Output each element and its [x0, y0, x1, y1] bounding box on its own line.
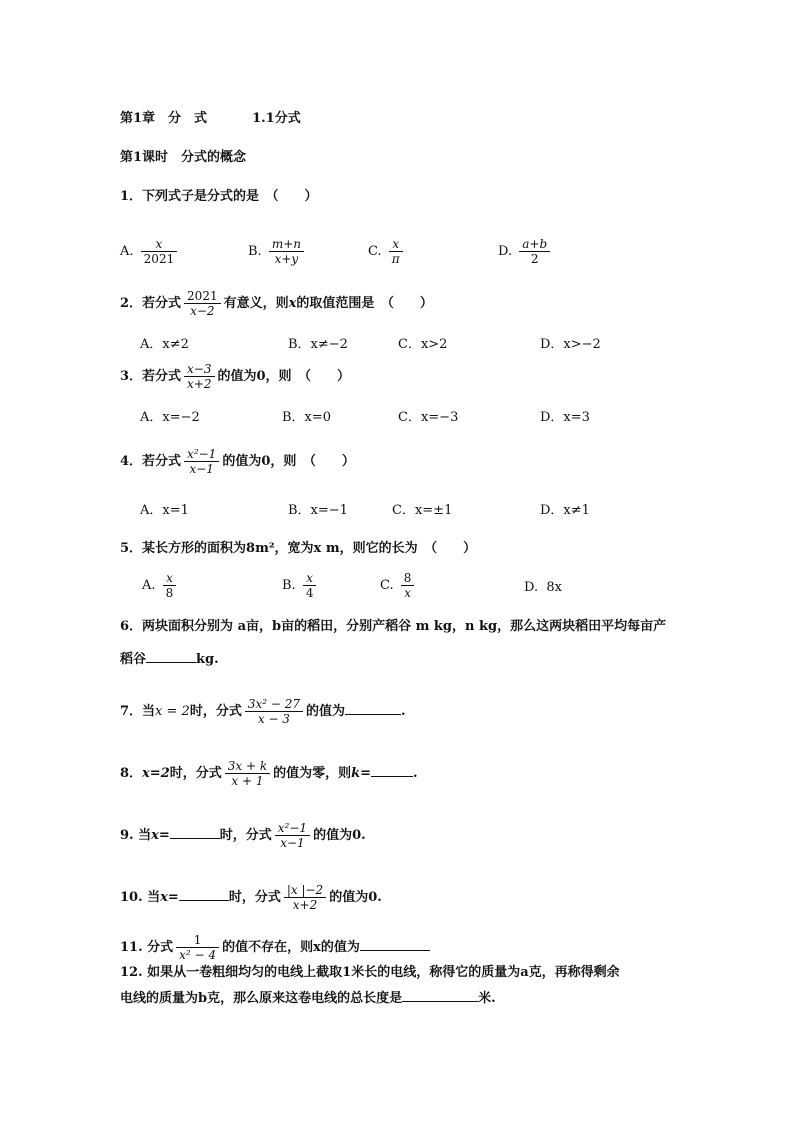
fraction: $\frac{1}{\text{x² − 4}}$	[176, 934, 219, 961]
answer-blank[interactable]	[360, 939, 430, 951]
fraction: $\frac{x}{2021}$	[141, 238, 178, 265]
fraction: $\frac{\text{x²−1}}{x-1}$	[275, 822, 310, 849]
question-12-line-2: 电线的质量为b克，那么原来这卷电线的总长度是 米.	[120, 991, 496, 1006]
lesson-title: 第1课时 分式的概念	[120, 150, 247, 165]
answer-blank[interactable]	[371, 765, 413, 777]
q4-option-d: D．x≠1	[540, 503, 590, 518]
q3-option-b: B．x=0	[282, 410, 332, 425]
chapter-title	[120, 112, 301, 125]
question-6-line-2: 稻谷 kg.	[120, 652, 219, 667]
answer-blank[interactable]	[146, 651, 196, 663]
question-1-stem: 1．下列式子是分式的是 （ ）	[120, 189, 318, 204]
q5-option-b: B. $\frac{x}{4}$	[282, 572, 319, 599]
q2-option-b: B．x≠−2	[288, 337, 348, 352]
question-7: 7．当x = 2时，分式 $\frac{\text{3x² − 27}}{x - 3}$ 的值为 .	[120, 697, 406, 726]
fraction: $\frac{x-3}{x+2}$	[184, 363, 214, 390]
q1-option-b: B. $\frac{m+n}{x+y}$	[248, 238, 307, 265]
fraction: $\frac{x}{4}$	[303, 572, 317, 599]
fraction: $\frac{3x + k}{x + 1}$	[225, 760, 270, 787]
answer-blank[interactable]	[345, 703, 401, 715]
q3-option-a: A．x=−2	[140, 410, 200, 425]
question-9: 9. 当x= 时，分式 $\frac{\text{x²−1}}{x-1}$ 的值为0.	[120, 821, 366, 850]
fraction: $\frac{a+b}{2}$	[519, 238, 550, 265]
fraction: $\frac{x}{8}$	[163, 572, 177, 599]
section-label: 1.1分式	[252, 111, 301, 126]
answer-blank[interactable]	[402, 990, 478, 1002]
question-10: 10. 当x= 时，分式 $\frac{|x |-2}{x+2}$ 的值为0.	[120, 883, 382, 912]
q1-option-a: A. $\frac{x}{2021}$	[120, 238, 180, 265]
question-6-line-1: 6．两块面积分别为 a亩，b亩的稻田，分别产稻谷 m kg，n kg，那么这两块稻田平均每亩产	[120, 619, 667, 634]
q3-option-c: C．x=−3	[398, 410, 459, 425]
fraction: $\frac{|x |-2}{x+2}$	[284, 884, 326, 911]
q5-option-a: A. $\frac{x}{8}$	[142, 572, 179, 599]
q1-option-d: D. $\frac{a+b}{2}$	[498, 238, 553, 265]
question-5-stem: 5．某长方形的面积为8m²，宽为x m，则它的长为 （ ）	[120, 541, 477, 556]
answer-blank[interactable]	[170, 827, 220, 839]
question-12-line-1: 12. 如果从一卷粗细均匀的电线上截取1米长的电线，称得它的质量为a克，再称得剩余	[120, 965, 620, 980]
question-2-stem: 2．若分式 $\frac{2021}{x-2}$ 有意义，则x的取值范围是 （ ）	[120, 289, 433, 318]
q3-option-d: D．x=3	[540, 410, 590, 425]
fraction: $\frac{m+n}{x+y}$	[269, 238, 304, 265]
q1-option-c: C. $\frac{x}{\pi}$	[368, 238, 406, 265]
q5-option-c: C. $\frac{8}{x}$	[380, 572, 417, 599]
fraction: $\frac{x}{\pi}$	[389, 238, 403, 265]
q2-option-a: A．x≠2	[140, 337, 189, 352]
q2-option-c: C．x>2	[398, 337, 448, 352]
fraction: $\frac{\text{3x² − 27}}{x - 3}$	[245, 698, 303, 725]
answer-blank[interactable]	[179, 889, 229, 901]
fraction: $\frac{8}{x}$	[401, 572, 415, 599]
chapter-label: 第1章 分 式	[120, 111, 208, 126]
q4-option-a: A．x=1	[140, 503, 189, 518]
fraction: $\frac{2021}{x-2}$	[184, 290, 221, 317]
question-4-stem: 4．若分式 $\frac{\text{x²−1}}{x-1}$ 的值为0，则 （ ）	[120, 447, 355, 476]
q4-option-c: C．x=±1	[392, 503, 453, 518]
q5-option-d: D. 8x	[524, 580, 562, 595]
question-11: 11. 分式 $\frac{1}{\text{x² − 4}}$ 的值不存在，则x的值为	[120, 934, 430, 961]
fraction: $\frac{\text{x²−1}}{x-1}$	[184, 448, 219, 475]
q4-option-b: B．x=−1	[288, 503, 348, 518]
q2-option-d: D．x>−2	[540, 337, 601, 352]
question-3-stem: 3．若分式 $\frac{x-3}{x+2}$ 的值为0，则 （ ）	[120, 362, 351, 391]
question-8: 8．x=2时，分式 $\frac{3x + k}{x + 1}$ 的值为零，则k= .	[120, 759, 418, 788]
